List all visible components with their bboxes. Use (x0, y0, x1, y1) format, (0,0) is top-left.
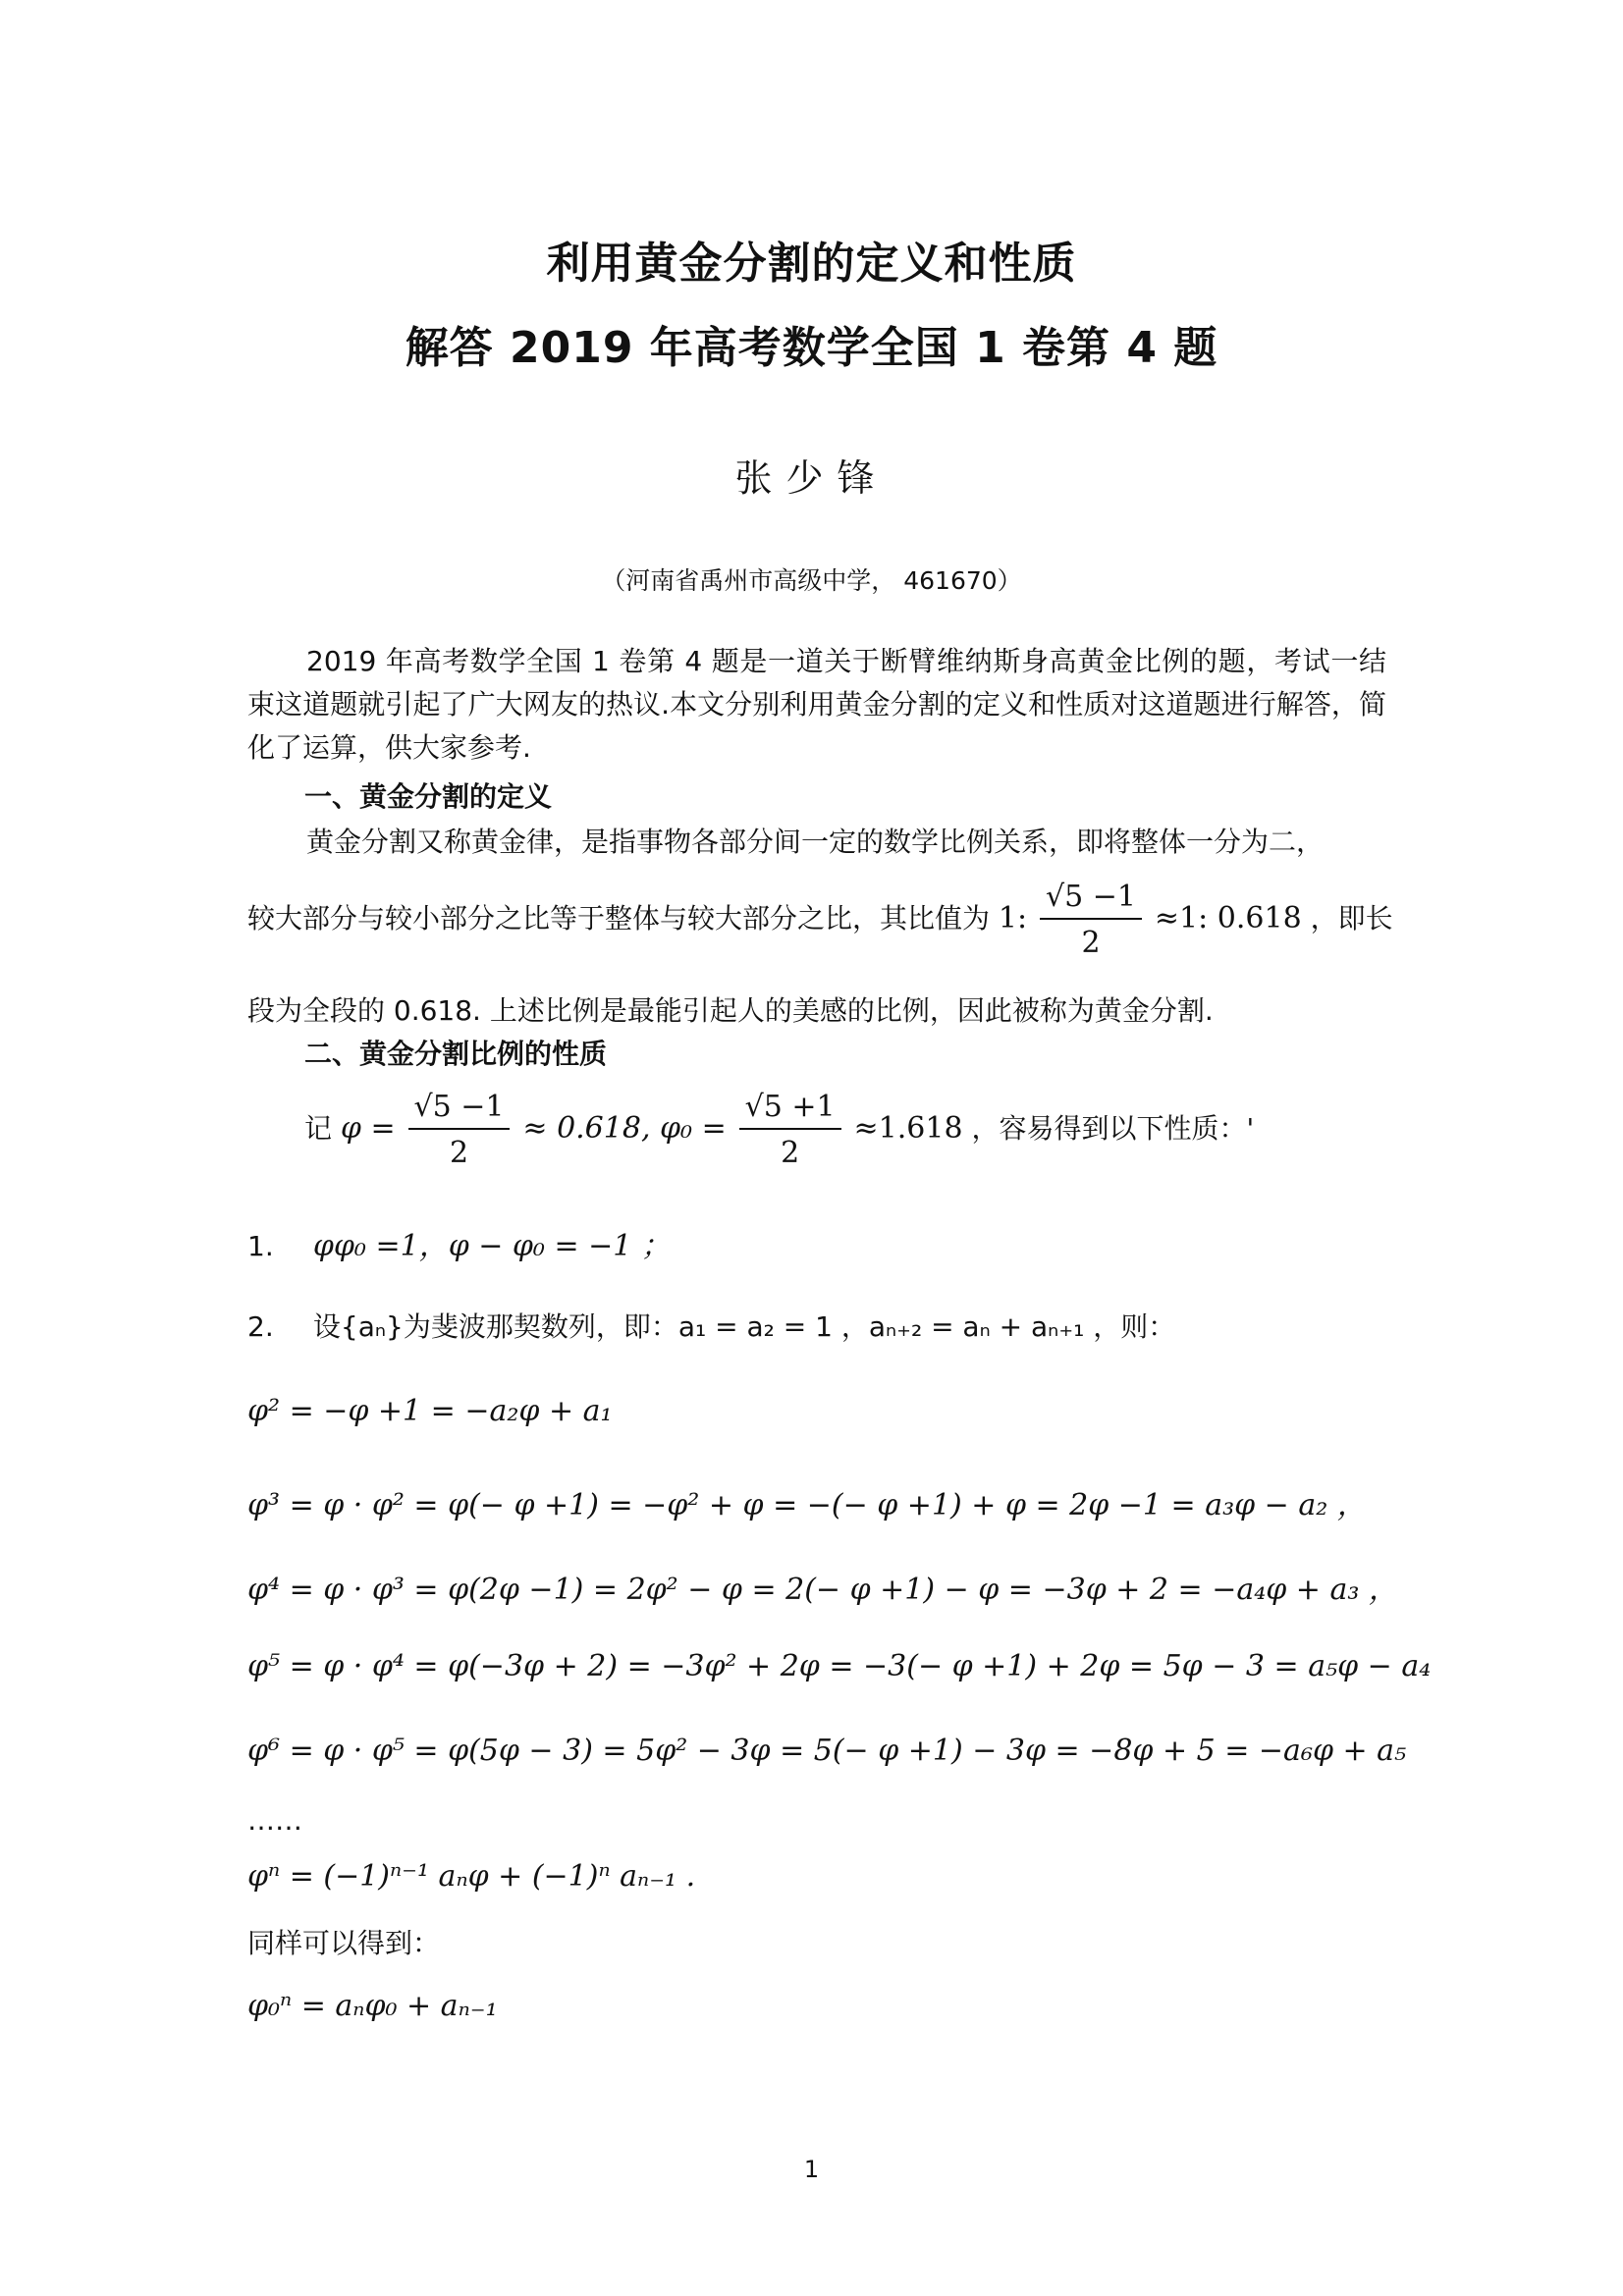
phi-definition (304, 1090, 1254, 1170)
definition-line-3: 段为全段的 0.618. 上述比例是最能引起人的美感的比例，因此被称为黄金分割. (247, 994, 1214, 1027)
phi-approx: ≈ 0.618, φ₀ = (522, 1111, 727, 1146)
equation-phi3: φ³ = φ · φ² = φ(− φ +1) = −φ² + φ = −(− φ +1) + φ = 2φ −1 = a₃φ − a₂ ， (247, 1488, 1367, 1522)
equation-phi0-n: φ₀ⁿ = aₙφ₀ + aₙ₋₁ (247, 1989, 498, 2023)
phi-lhs: φ = (340, 1111, 396, 1146)
page-number: 1 (803, 2156, 820, 2183)
phi-denominator: 2 (449, 1136, 469, 1170)
section-2-heading: 二、黄金分割比例的性质 (304, 1038, 608, 1070)
property-2-number: 2. (247, 1310, 274, 1343)
section-1-heading: 一、黄金分割的定义 (304, 780, 553, 813)
property-2-text: 设{aₙ}为斐波那契数列，即：a₁ = a₂ = 1 ，aₙ₊₂ = aₙ + aₙ₊₁ ，则： (312, 1310, 1176, 1343)
ratio-denominator: 2 (1081, 926, 1101, 960)
intro-paragraph: 2019 年高考数学全国 1 卷第 4 题是一道关于断臂维纳斯身高黄金比例的题，考试一结束这道题就引起了广大网友的热议.本文分别利用黄金分割的定义和性质对这道题进行解答，简化了运算，供大家参考. (247, 645, 1386, 764)
similar-text: 同样可以得到： (247, 1927, 441, 1959)
equation-phi-n: φⁿ = (−1)ⁿ⁻¹ aₙφ + (−1)ⁿ aₙ₋₁ . (247, 1859, 696, 1894)
title-line-1: 利用黄金分割的定义和性质 (546, 239, 1077, 289)
author: 张少锋 (734, 456, 889, 500)
equation-phi2: φ² = −φ +1 = −a₂φ + a₁ (247, 1394, 613, 1428)
property-2 (247, 1306, 1175, 1345)
equation-phi6: φ⁶ = φ · φ⁵ = φ(5φ − 3) = 5φ² − 3φ = 5(− φ +1) − 3φ = −8φ + 5 = −a₆φ + a₅ (247, 1734, 1407, 1768)
ellipsis: …… (247, 1804, 302, 1837)
phi0-denominator: 2 (781, 1136, 800, 1170)
ratio-fraction (1040, 880, 1142, 960)
definition-text-end: ，即长 (1310, 902, 1393, 934)
ratio-lead: 1: (998, 901, 1028, 935)
phi0-fraction (739, 1090, 841, 1170)
phi-fraction (408, 1090, 511, 1170)
property-1 (247, 1221, 671, 1264)
equation-phi4: φ⁴ = φ · φ³ = φ(2φ −1) = 2φ² − φ = 2(− φ +1) − φ = −3φ + 2 = −a₄φ + a₃ ， (247, 1573, 1398, 1607)
affiliation: （河南省禹州市高级中学， 461670） (601, 566, 1022, 595)
phi-numerator: √5 −1 (408, 1090, 511, 1130)
ratio-tail: ≈1: 0.618 (1154, 901, 1302, 935)
equation-phi5: φ⁵ = φ · φ⁴ = φ(−3φ + 2) = −3φ² + 2φ = −3(− φ +1) + 2φ = 5φ − 3 = a₅φ − a₄ (247, 1649, 1432, 1683)
definition-text: 较大部分与较小部分之比等于整体与较大部分之比，其比值为 (247, 902, 991, 934)
property-1-text: φφ₀ =1，φ − φ₀ = −1 ； (312, 1229, 671, 1263)
ratio-numerator: √5 −1 (1040, 880, 1142, 920)
phi0-approx: ≈1.618 (853, 1111, 963, 1146)
phi-definition-lead: 记 (304, 1112, 333, 1145)
phi0-numerator: √5 +1 (739, 1090, 841, 1130)
definition-line-1: 黄金分割又称黄金律，是指事物各部分间一定的数学比例关系，即将整体一分为二， (306, 826, 1325, 858)
property-1-number: 1. (247, 1230, 274, 1262)
title-line-2: 解答 2019 年高考数学全国 1 卷第 4 题 (405, 323, 1218, 373)
phi-definition-tail: ，容易得到以下性质：' (971, 1112, 1255, 1145)
definition-line-2 (247, 880, 1393, 960)
